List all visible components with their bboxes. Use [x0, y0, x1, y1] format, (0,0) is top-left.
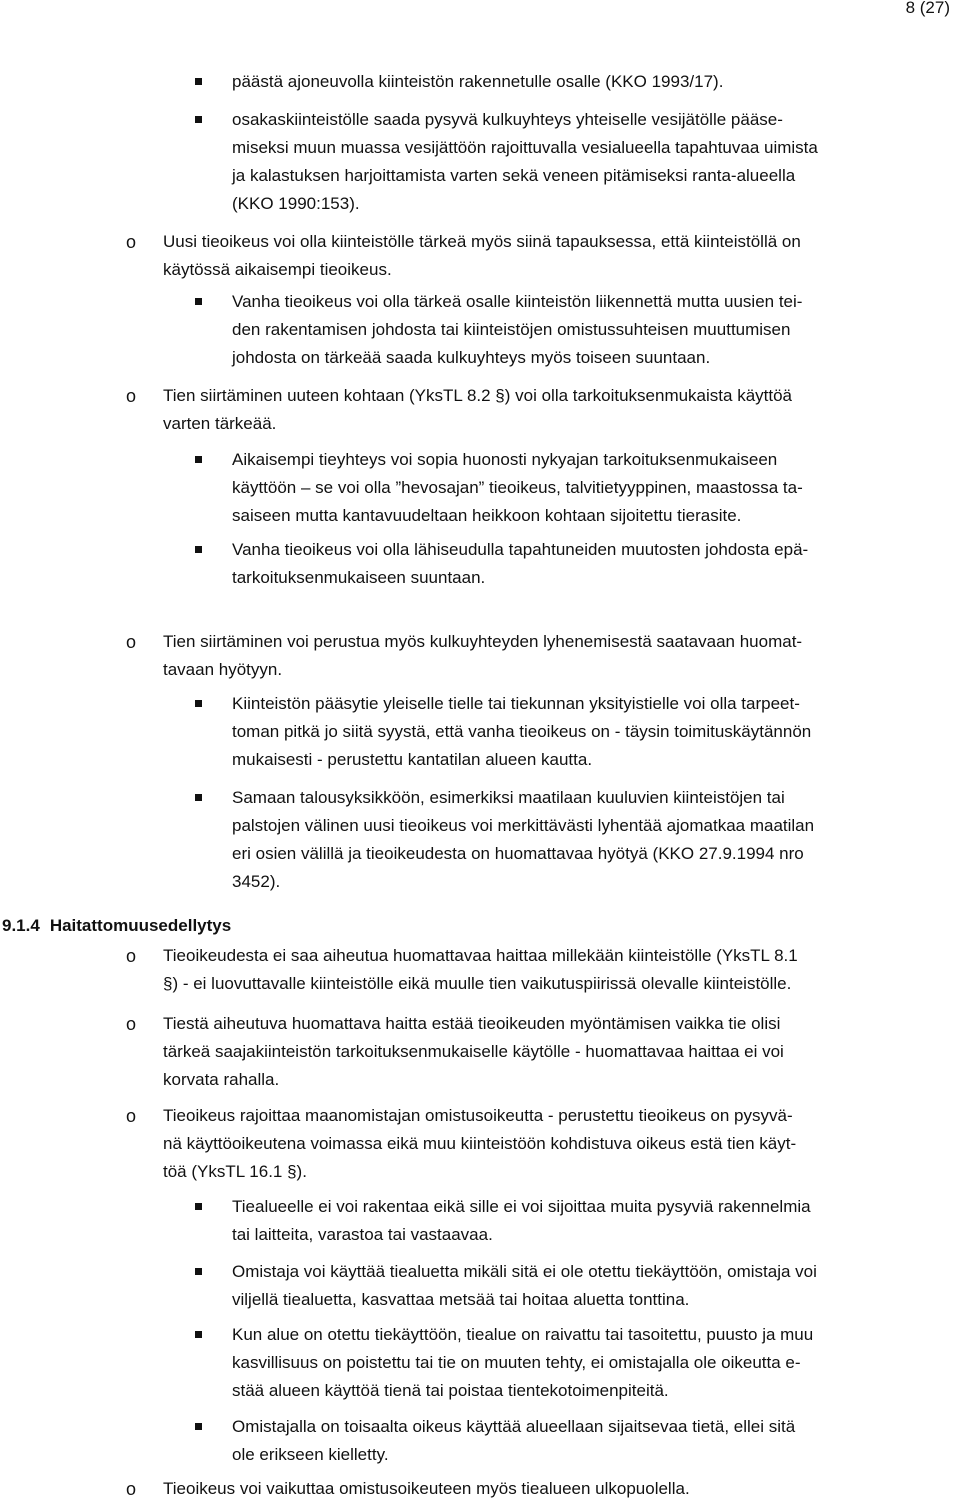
list-item: Tiealueelle ei voi rakentaa eikä sille ei voi sijoittaa muita pysyviä rakennelmia tai laitteita, varastoa tai vastaavaa. — [232, 1193, 811, 1249]
list-item: Kiinteistön pääsytie yleiselle tielle tai tiekunnan yksityistielle voi olla tarpeet- toman pitkä jo siitä syystä, että vanha tieoikeus on - täysin toimituskäytännön mukaisesti - perustettu kantatilan alueen kautta. — [232, 690, 811, 774]
section-number: 9.1.4 — [2, 916, 40, 935]
list-item: Vanha tieoikeus voi olla lähiseudulla tapahtuneiden muutosten johdosta epä- tarkoituksenmukaiseen suuntaan. — [232, 536, 808, 592]
list-item: o Tien siirtäminen uuteen kohtaan (YksTL 8.2 §) voi olla tarkoituksenmukaista käyttöä varten tärkeää. — [163, 382, 792, 438]
list-item: o Tieoikeudesta ei saa aiheutua huomattavaa haittaa millekään kiinteistölle (YksTL 8.1 §) - ei luovuttavalle kiinteistölle eikä muulle tien vaikutuspiirissä olevalle kiinteistölle. — [163, 942, 798, 998]
circle-bullet-icon: o — [126, 946, 137, 966]
circle-bullet-icon: o — [126, 1479, 137, 1499]
page-number: 8 (27) — [905, 0, 950, 17]
list-item: o Tiestä aiheutuva huomattava haitta estää tieoikeuden myöntämisen vaikka tie olisi tärkeä saajakiinteistön tarkoituksenmukaiselle käytölle - huomattavaa haittaa ei voi korvata rahalla. — [163, 1010, 784, 1094]
list-item: o Uusi tieoikeus voi olla kiinteistölle tärkeä myös siinä tapauksessa, että kiinteistöllä on käytössä aikaisempi tieoikeus. — [163, 228, 801, 284]
list-item: Kun alue on otettu tiekäyttöön, tiealue on raivattu tai tasoitettu, puusto ja muu kasvillisuus on poistettu tai tie on muuten tehty, ei omistajalla ole oikeutta e- stää alueen käyttöä tienä tai poistaa tientekotoimenpiteitä. — [232, 1321, 813, 1405]
list-item: Omistajalla on toisaalta oikeus käyttää alueellaan sijaitsevaa tietä, ellei sitä ole erikseen kielletty. — [232, 1413, 795, 1469]
list-item: osakaskiinteistölle saada pysyvä kulkuyhteys yhteiselle vesijätölle pääse- miseksi muun muassa vesijättöön rajoittuvalla vesialueella tapahtuvaa uimista ja kalastuksen harjoittamista varten sekä veneen pitämiseksi ranta-alueella (KKO 1990:153). — [232, 106, 818, 218]
list-item: o Tien siirtäminen voi perustua myös kulkuyhteyden lyhenemisestä saatavaan huomat- tavaan hyötyyn. — [163, 628, 802, 684]
list-item: päästä ajoneuvolla kiinteistön rakennetulle osalle (KKO 1993/17). — [232, 68, 723, 96]
circle-bullet-icon: o — [126, 1106, 137, 1126]
circle-bullet-icon: o — [126, 1014, 137, 1034]
circle-bullet-icon: o — [126, 232, 137, 252]
list-item: o Tieoikeus voi vaikuttaa omistusoikeuteen myös tiealueen ulkopuolella. — [163, 1475, 690, 1503]
circle-bullet-icon: o — [126, 386, 137, 406]
list-item: o Tieoikeus rajoittaa maanomistajan omistusoikeutta - perustettu tieoikeus on pysyvä- nä käyttöoikeutena voimassa eikä muu kiinteistöön kohdistuva oikeus estä tien käyt- töä (YksTL 16.1 §). — [163, 1102, 796, 1186]
list-item: Omistaja voi käyttää tiealuetta mikäli sitä ei ole otettu tiekäyttöön, omistaja voi viljellä tiealuetta, kasvattaa metsää tai hoitaa aluetta tonttina. — [232, 1258, 817, 1314]
circle-bullet-icon: o — [126, 632, 137, 652]
list-item: Vanha tieoikeus voi olla tärkeä osalle kiinteistön liikennettä mutta uusien tei- den rakentamisen johdosta tai kiinteistöjen omistussuhteisen muuttumisen johdosta on tärkeää saada kulkuyhteys myös toiseen suuntaan. — [232, 288, 802, 372]
section-heading — [2, 912, 231, 940]
list-item: Samaan talousyksikköön, esimerkiksi maatilaan kuuluvien kiinteistöjen tai palstojen välinen uusi tieoikeus voi merkittävästi lyhentää ajomatkaa maatilan eri osien välillä ja tieoikeudesta on huomattavaa hyötyä (KKO 27.9.1994 nro 3452). — [232, 784, 814, 896]
section-title: Haitattomuusedellytys — [49, 916, 232, 935]
list-item: Aikaisempi tieyhteys voi sopia huonosti nykyajan tarkoituksenmukaiseen käyttöön – se voi olla ”hevosajan” tieoikeus, talvitietyyppinen, maastossa ta- saiseen mutta kantavuudeltaan heikkoon kohtaan sijoitettu tierasite. — [232, 446, 803, 530]
